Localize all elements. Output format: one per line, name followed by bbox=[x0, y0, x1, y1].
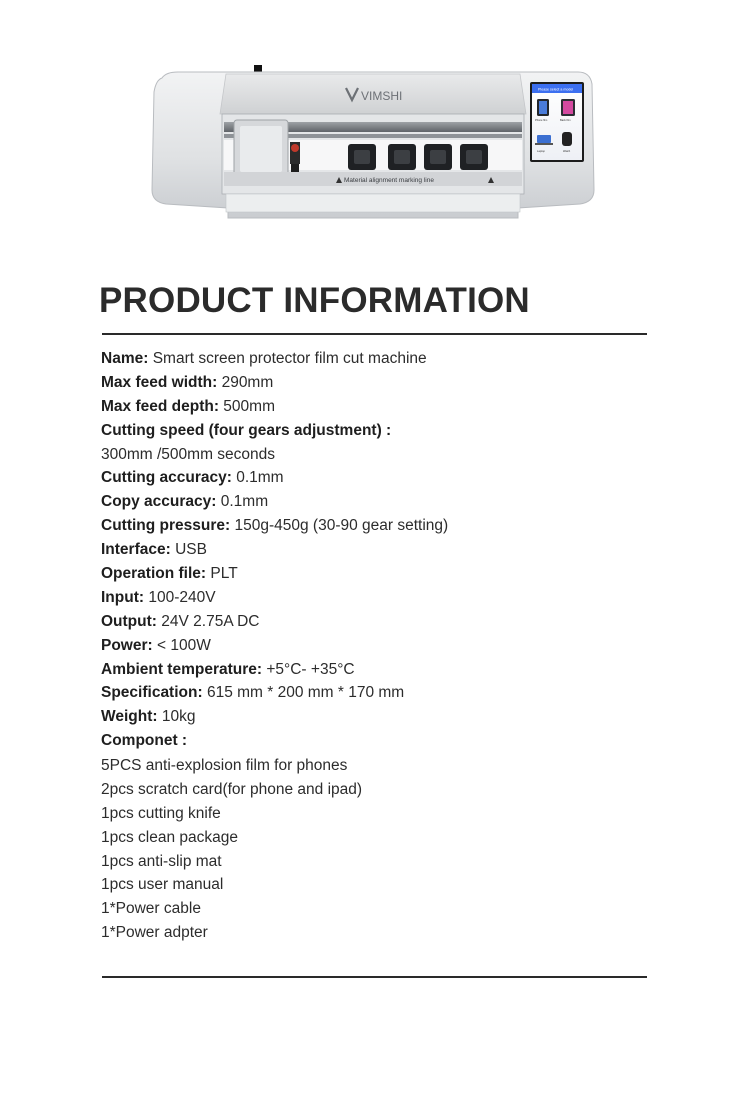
cutter-head-cover bbox=[240, 126, 282, 172]
list-item: 1pcs user manual bbox=[101, 876, 224, 894]
svg-text:VIMSHI: VIMSHI bbox=[361, 89, 403, 103]
spec-row-copy-accuracy: Copy accuracy: 0.1mm bbox=[101, 493, 269, 511]
list-item: 5PCS anti-explosion film for phones bbox=[101, 757, 348, 774]
spec-row-cutting-accuracy: Cutting accuracy: 0.1mm bbox=[101, 469, 284, 487]
list-item: 1pcs cutting knife bbox=[101, 804, 221, 822]
watch-tile-icon bbox=[562, 132, 572, 146]
list-item: 1pcs anti-slip mat bbox=[101, 852, 222, 870]
laptop-tile-icon bbox=[537, 135, 551, 143]
spec-row-operation-file: Operation file: PLT bbox=[101, 565, 238, 583]
spec-row-component-heading: Componet : bbox=[101, 732, 188, 750]
product-image bbox=[148, 62, 598, 224]
spec-row-input: Input: 100-240V bbox=[101, 588, 216, 606]
spec-row-specification: Specification: 615 mm * 200 mm * 170 mm bbox=[101, 684, 405, 702]
svg-text:Watch: Watch bbox=[563, 150, 571, 153]
spec-row-cutting-speed: Cutting speed (four gears adjustment) : bbox=[101, 421, 392, 439]
spec-list bbox=[101, 347, 661, 753]
spec-row-cutting-pressure: Cutting pressure: 150g-450g (30-90 gear setting) bbox=[101, 517, 449, 535]
divider-bottom bbox=[102, 976, 647, 978]
divider-top bbox=[102, 333, 647, 335]
spec-row-cutting-speed-value: 300mm /500mm seconds bbox=[101, 445, 276, 463]
page-title: PRODUCT INFORMATION bbox=[99, 281, 530, 320]
touch-screen bbox=[530, 82, 584, 162]
list-item: 2pcs scratch card(for phone and ipad) bbox=[101, 780, 363, 798]
svg-text:Laptop: Laptop bbox=[537, 150, 545, 153]
spec-row-interface: Interface: USB bbox=[101, 541, 207, 559]
spec-row-output: Output: 24V 2.75A DC bbox=[101, 612, 260, 630]
list-item: 1pcs clean package bbox=[101, 828, 239, 846]
spec-row-name: Name: Smart screen protector film cut machine bbox=[101, 350, 427, 367]
svg-text:Back film: Back film bbox=[560, 119, 571, 122]
svg-text:Phone film: Phone film bbox=[535, 119, 548, 122]
spec-row-power: Power: < 100W bbox=[101, 636, 211, 654]
alignment-bar-label: Material alignment marking line bbox=[344, 177, 434, 184]
spec-row-max-feed-width: Max feed width: 290mm bbox=[101, 373, 274, 391]
spec-row-ambient-temperature: Ambient temperature: +5°C- +35°C bbox=[101, 660, 355, 678]
front-lip bbox=[226, 194, 520, 212]
spec-row-max-feed-depth: Max feed depth: 500mm bbox=[101, 397, 275, 415]
screen-header: Please select a model bbox=[538, 87, 574, 92]
list-item: 1*Power cable bbox=[101, 900, 201, 918]
spec-row-weight: Weight: 10kg bbox=[101, 708, 196, 726]
list-item: 1*Power adpter bbox=[101, 924, 208, 942]
component-list bbox=[101, 754, 362, 945]
